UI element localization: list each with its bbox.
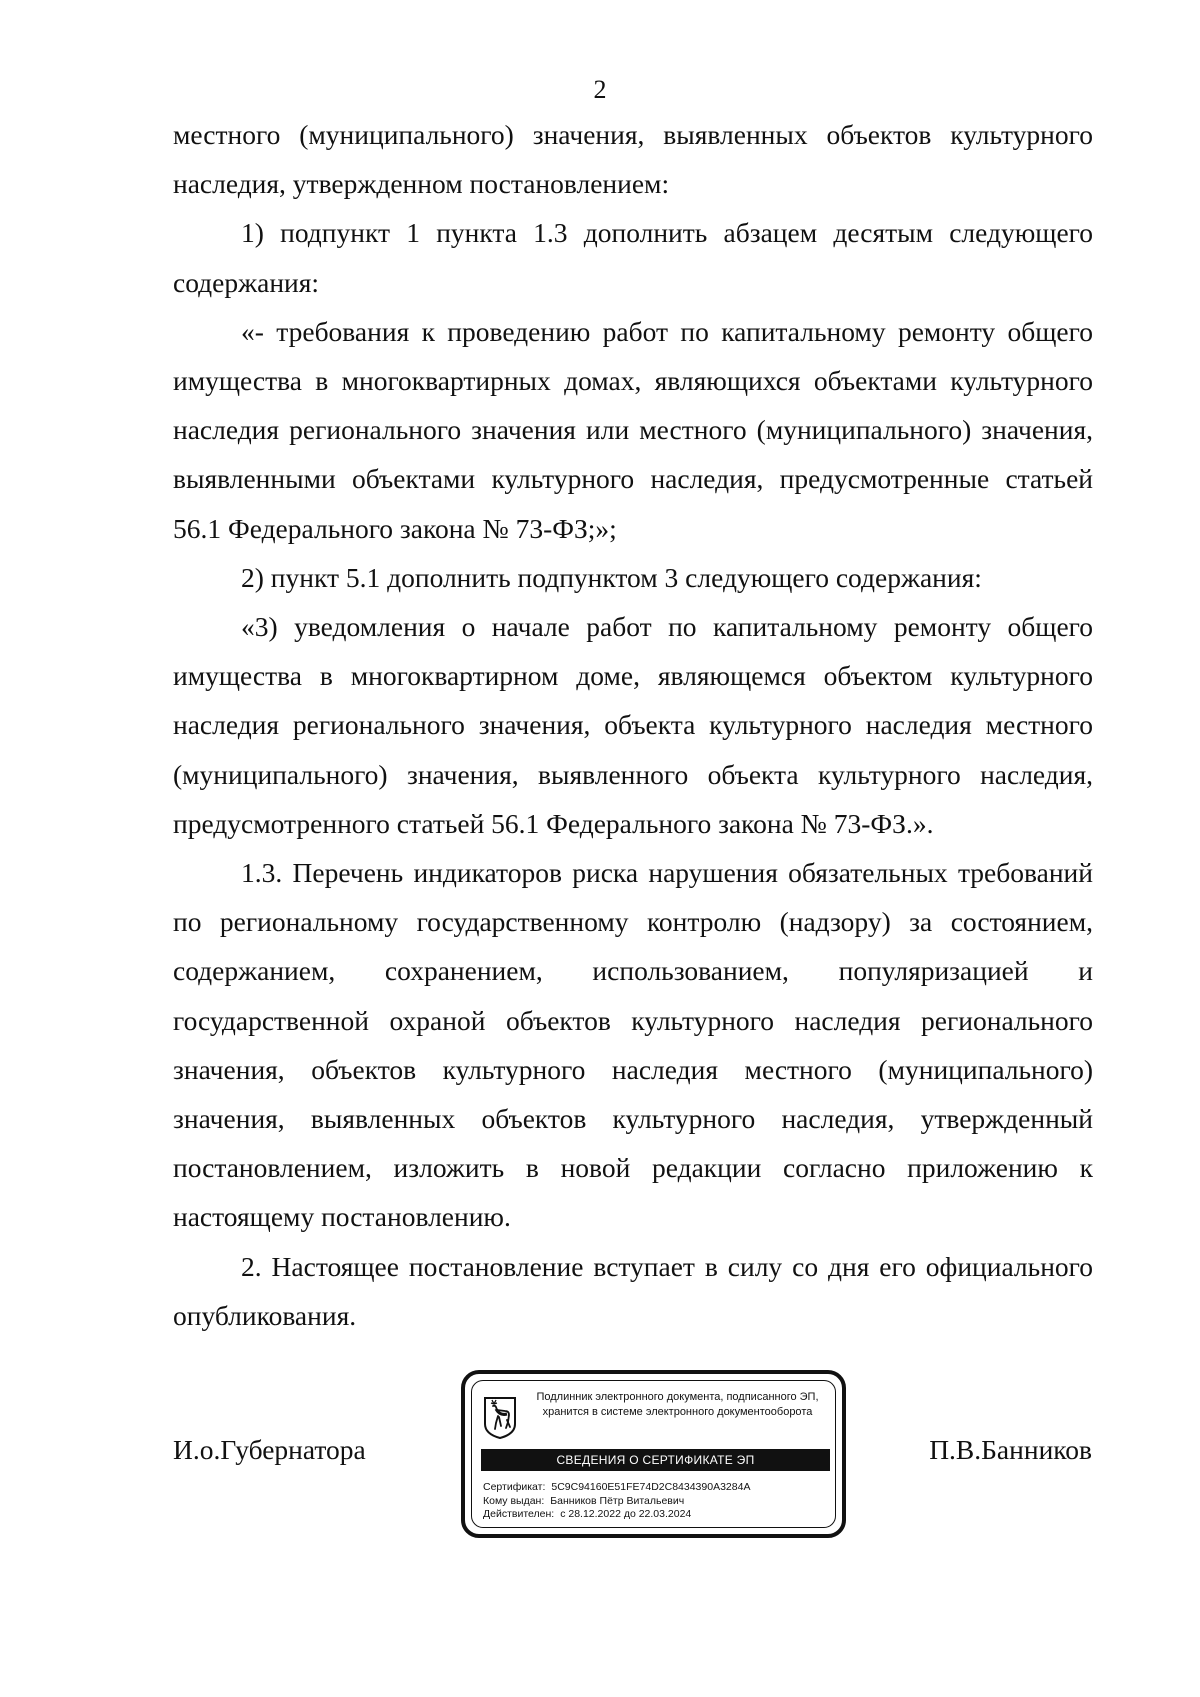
paragraph-6: 1.3. Перечень индикаторов риска нарушения обязательных требований по региональному государственному контролю (надзору) за состоянием, содержанием, сохранением, использованием, популяризацией и государственной охраной объектов культурного наследия регионального значения, объектов культурного наследия местного (муниципального) значения, выявленных объектов культурного наследия, утвержденный постановлением, изложить в новой редакции согласно приложению к настоящему постановлению.: [173, 857, 1093, 1233]
issued-to-value: Банников Пётр Витальевич: [550, 1494, 685, 1507]
issued-to-label: Кому выдан:: [483, 1494, 545, 1507]
paragraph-2: 1) подпункт 1 пункта 1.3 дополнить абзацем десятым следующего содержания:: [173, 217, 1093, 298]
paragraph-7: 2. Настоящее постановление вступает в силу со дня его официального опубликования.: [173, 1250, 1093, 1331]
electronic-signature-stamp: [461, 1370, 846, 1538]
issued-to-row: [483, 1495, 833, 1509]
signer-title: И.о.Губернатора: [173, 1434, 366, 1465]
signer-name: П.В.Банников: [929, 1434, 1092, 1465]
page-number: 2: [593, 75, 607, 104]
stamp-note-line-1: Подлинник электронного документа, подписанного ЭП,: [536, 1391, 819, 1403]
certificate-row: [483, 1481, 833, 1495]
document-body: [173, 110, 1093, 1340]
paragraph-3: «- требования к проведению работ по капитальному ремонту общего имущества в многоквартирных домах, являющихся объектами культурного наследия регионального значения или местного (муниципального) значения, выявленными объектами культурного наследия, предусмотренные статьей 56.1 Федерального закона № 73-ФЗ;»;: [173, 315, 1093, 544]
stamp-note: [525, 1390, 830, 1420]
paragraph-4: 2) пункт 5.1 дополнить подпунктом 3 следующего содержания:: [241, 561, 982, 593]
certificate-details: [483, 1481, 833, 1522]
validity-value: с 28.12.2022 до 22.03.2024: [560, 1508, 692, 1520]
certificate-label: Сертификат:: [483, 1481, 546, 1493]
nizhny-novgorod-deer-emblem-icon: [483, 1396, 517, 1440]
paragraph-1: местного (муниципального) значения, выявленных объектов культурного наследия, утвержденном постановлением:: [173, 119, 1093, 200]
paragraph-5: «3) уведомления о начале работ по капитальному ремонту общего имущества в многоквартирном доме, являющемся объектом культурного наследия регионального значения, объекта культурного наследия местного (муниципального) значения, выявленного объекта культурного наследия, предусмотренного статьей 56.1 Федерального закона № 73-ФЗ.».: [173, 611, 1093, 839]
validity-row: [483, 1508, 833, 1522]
stamp-note-line-2: хранится в системе электронного документооборота: [542, 1406, 813, 1418]
certificate-value: 5C9C94160E51FE74D2C8434390A3284A: [551, 1481, 751, 1493]
validity-label: Действителен:: [483, 1508, 555, 1520]
stamp-header: СВЕДЕНИЯ О СЕРТИФИКАТЕ ЭП: [481, 1449, 830, 1471]
signature-block: [0, 1370, 1200, 1540]
